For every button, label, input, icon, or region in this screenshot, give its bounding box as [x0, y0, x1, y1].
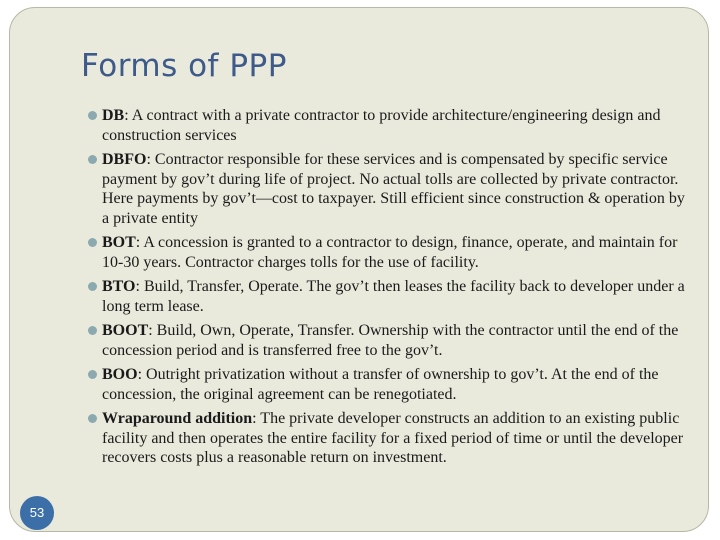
bullet-term: BOT: [102, 234, 136, 251]
bullet-term: DB: [102, 107, 125, 124]
bullet-item-wraparound: [88, 409, 688, 468]
bullet-term: BOO: [102, 366, 138, 383]
bullet-dot-icon: [88, 414, 97, 423]
bullet-item-bot: [88, 233, 688, 272]
bullet-item-boo: [88, 365, 688, 404]
bullet-term: BTO: [102, 278, 136, 295]
bullet-item-db: [88, 106, 688, 145]
bullet-dot-icon: [88, 370, 97, 379]
bullet-dot-icon: [88, 111, 97, 120]
bullet-dot-icon: [88, 238, 97, 247]
bullet-term: DBFO: [102, 151, 147, 168]
slide: [9, 7, 709, 532]
bullet-list: [88, 106, 688, 473]
bullet-text: : A concession is granted to a contractor to design, finance, operate, and maintain for 10-30 years. Contractor charges tolls for the use of facility.: [102, 234, 678, 271]
bullet-item-bto: [88, 277, 688, 316]
bullet-term: BOOT: [102, 322, 149, 339]
bullet-text: : Contractor responsible for these services and is compensated by specific service payment by gov’t during life of project. No actual tolls are collected by private contractor. Here payments by gov’t—cost to taxpayer. Still efficient since construction & operation by a private entity: [102, 151, 685, 227]
page-number-badge: 53: [20, 496, 54, 530]
bullet-item-dbfo: [88, 150, 688, 228]
bullet-text: : Build, Own, Operate, Transfer. Ownership with the contractor until the end of the concession period and is transferred free to the gov’t.: [102, 322, 679, 359]
bullet-text: : The private developer constructs an addition to an existing public facility and then operates the entire facility for a fixed period of time or until the developer recovers costs plus a reasonable return on investment.: [102, 410, 684, 466]
bullet-dot-icon: [88, 282, 97, 291]
bullet-dot-icon: [88, 155, 97, 164]
bullet-text: : Outright privatization without a transfer of ownership to gov’t. At the end of the concession, the original agreement can be renegotiated.: [102, 366, 659, 403]
slide-title: Forms of PPP: [81, 48, 287, 84]
bullet-item-boot: [88, 321, 688, 360]
bullet-dot-icon: [88, 326, 97, 335]
bullet-term: Wraparound addition: [102, 410, 253, 427]
bullet-text: : A contract with a private contractor to provide architecture/engineering design and construction services: [102, 107, 661, 144]
bullet-text: : Build, Transfer, Operate. The gov’t then leases the facility back to developer under a long term lease.: [102, 278, 685, 315]
